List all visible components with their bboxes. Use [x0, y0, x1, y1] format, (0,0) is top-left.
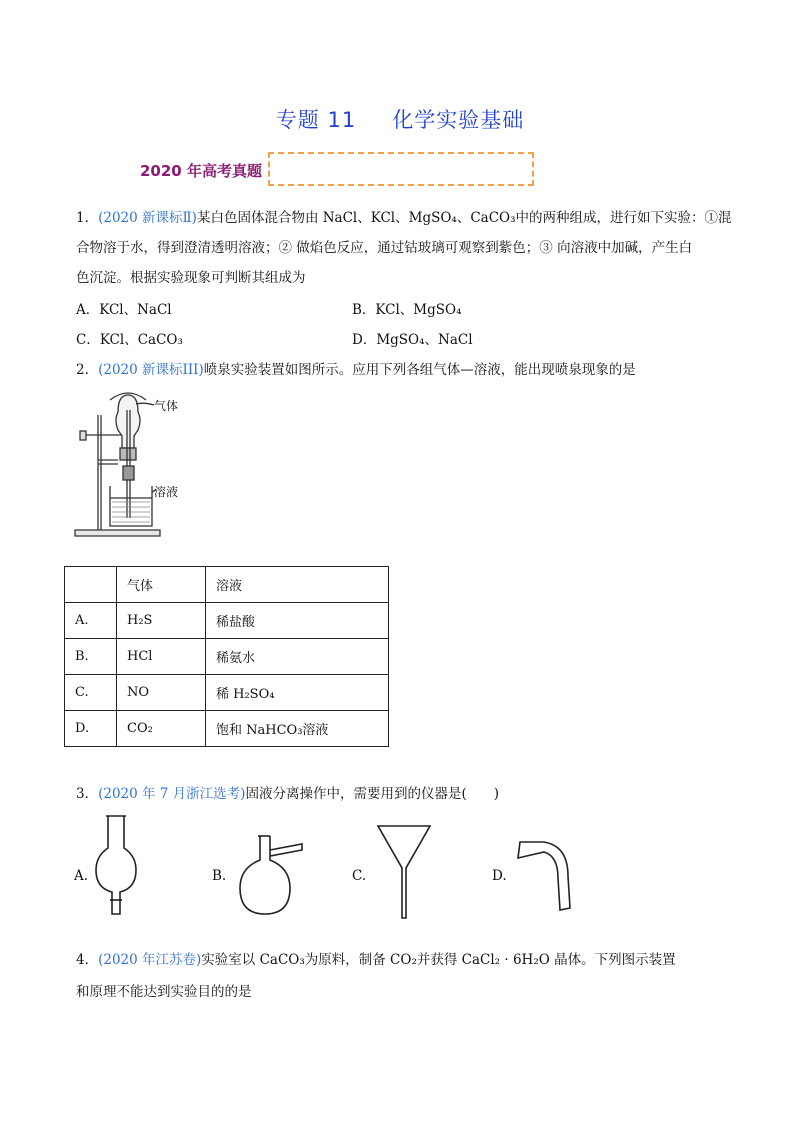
- bulb-funnel-icon: [94, 814, 144, 918]
- q3-line1: [76, 784, 499, 804]
- table-header-cell: 溶液: [206, 567, 389, 603]
- q1-line1: [76, 208, 732, 228]
- table-row: [65, 603, 389, 639]
- q4-number: 4．: [76, 952, 99, 968]
- table-cell-solution: 稀盐酸: [206, 603, 389, 639]
- q1-number: 1．: [76, 210, 99, 226]
- figure-solution-label: 溶液: [154, 485, 179, 499]
- q2-source: (2020 新课标III): [98, 362, 204, 378]
- table-cell-option: C.: [65, 675, 117, 711]
- q3-text: 固液分离操作中，需要用到的仪器是( ): [245, 786, 499, 802]
- table-cell-gas: NO: [117, 675, 206, 711]
- table-cell-option: A.: [65, 603, 117, 639]
- topic-title: 化学实验基础: [392, 108, 525, 132]
- q4-text-1: 实验室以 CaCO₃为原料，制备 CO₂并获得 CaCl₂ · 6H₂O 晶体。下列图示装置: [201, 952, 676, 968]
- q2-line1: [76, 360, 636, 380]
- q3-source: (2020 年 7 月浙江选考): [98, 786, 246, 802]
- table-row: [65, 711, 389, 747]
- table-header-cell: [65, 567, 117, 603]
- distillation-flask-icon: [238, 834, 308, 918]
- q1-option-d: D．MgSO₄、NaCl: [352, 332, 473, 348]
- q1-option-a: A．KCl、NaCl: [76, 302, 172, 318]
- q3-option-c-label: C.: [352, 868, 367, 884]
- table-cell-solution: 饱和 NaHCO₃溶液: [206, 711, 389, 747]
- table-row: [65, 675, 389, 711]
- topic-number: 专题 11: [275, 108, 357, 132]
- table-header-row: [65, 567, 389, 603]
- q1-option-b: B．KCl、MgSO₄: [352, 302, 462, 318]
- q4-line2: 和原理不能达到实验目的的是: [76, 984, 252, 1000]
- table-cell-gas: CO₂: [117, 711, 206, 747]
- table-row: [65, 639, 389, 675]
- figure-gas-label: 气体: [154, 399, 179, 413]
- q3-option-b-label: B.: [212, 868, 227, 884]
- section-dashed-box: [268, 152, 534, 186]
- q1-line3: 色沉淀。根据实验现象可判断其组成为: [76, 270, 306, 286]
- q4-line1: [76, 950, 676, 970]
- table-cell-solution: 稀 H₂SO₄: [206, 675, 389, 711]
- q3-option-a-label: A.: [74, 868, 89, 884]
- fountain-apparatus-figure: [70, 390, 210, 542]
- table-cell-option: D.: [65, 711, 117, 747]
- q2-options-table: [64, 566, 389, 747]
- table-cell-gas: HCl: [117, 639, 206, 675]
- table-header-cell: 气体: [117, 567, 206, 603]
- page-title: [0, 104, 800, 134]
- q1-option-c: C．KCl、CaCO₃: [76, 332, 183, 348]
- q1-source: (2020 新课标Ⅱ): [98, 210, 197, 226]
- table-cell-gas: H₂S: [117, 603, 206, 639]
- q3-option-d-label: D.: [492, 868, 507, 884]
- q2-text: 喷泉实验装置如图所示。应用下列各组气体—溶液，能出现喷泉现象的是: [203, 362, 636, 378]
- section-heading: 2020 年高考真题: [140, 162, 262, 180]
- funnel-icon: [376, 824, 432, 922]
- q2-number: 2．: [76, 362, 99, 378]
- q1-text-1: 某白色固体混合物由 NaCl、KCl、MgSO₄、CaCO₃中的两种组成，进行如下实验：①混: [196, 210, 732, 226]
- q4-source: (2020 年江苏卷): [98, 952, 202, 968]
- table-cell-option: B.: [65, 639, 117, 675]
- bent-tube-icon: [514, 838, 574, 914]
- q1-line2: 合物溶于水，得到澄清透明溶液；② 做焰色反应，通过钴玻璃可观察到紫色；③ 向溶液中加碱，产生白: [76, 240, 693, 256]
- q3-number: 3．: [76, 786, 99, 802]
- table-cell-solution: 稀氨水: [206, 639, 389, 675]
